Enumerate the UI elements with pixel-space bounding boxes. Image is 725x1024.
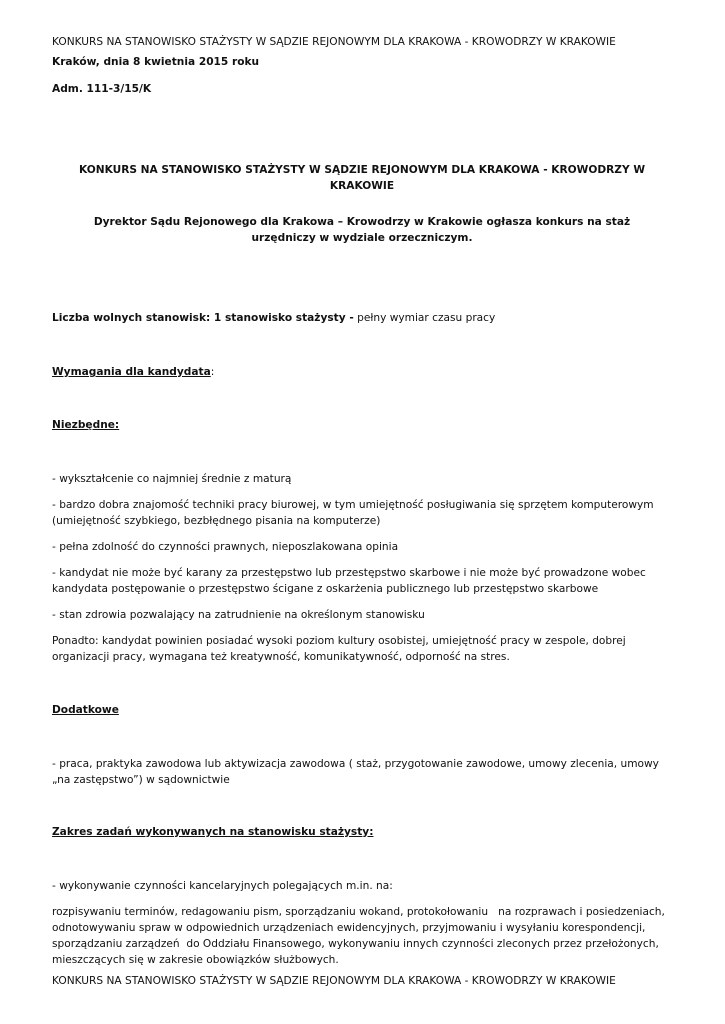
essential-item: - pełna zdolność do czynności prawnych, nieposzlakowana opinia bbox=[52, 541, 399, 553]
reference-number: Adm. 111-3/15/K bbox=[52, 83, 152, 95]
document-title: KONKURS NA STANOWISKO STAŻYSTY W SĄDZIE REJONOWYM DLA KRAKOWA - KROWODRZY W KRAKOWIE bbox=[78, 164, 646, 192]
duties-heading: Zakres zadań wykonywanych na stanowisku stażysty: bbox=[52, 826, 374, 838]
running-header: KONKURS NA STANOWISKO STAŻYSTY W SĄDZIE REJONOWYM DLA KRAKOWA - KROWODRZY W KRAKOWIE bbox=[52, 36, 616, 48]
essential-item: - kandydat nie może być karany za przestępstwo lub przestępstwo skarbowe i nie może być prowadzone wobec kandydata postępowanie o przestępstwo ścigane z oskarżenia publicznego lub przestępstwo skarbowe bbox=[52, 567, 646, 595]
essential-heading: Niezbędne: bbox=[52, 419, 120, 431]
essential-item: - stan zdrowia pozwalający na zatrudnienie na określonym stanowisku bbox=[52, 609, 425, 621]
extra-heading: Dodatkowe bbox=[52, 704, 119, 716]
positions-label: Liczba wolnych stanowisk: 1 stanowisko stażysty - bbox=[52, 312, 354, 324]
running-footer: KONKURS NA STANOWISKO STAŻYSTY W SĄDZIE REJONOWYM DLA KRAKOWA - KROWODRZY W KRAKOWIE bbox=[52, 975, 616, 987]
place-date: Kraków, dnia 8 kwietnia 2015 roku bbox=[52, 56, 260, 68]
additional-note: Ponadto: kandydat powinien posiadać wysoki poziom kultury osobistej, umiejętność pracy w zespole, dobrej organizacji pracy, wymagana też kreatywność, komunikatywność, odporność na stres. bbox=[52, 635, 626, 663]
duties-intro: - wykonywanie czynności kancelaryjnych polegających m.in. na: bbox=[52, 880, 393, 892]
positions-line bbox=[52, 310, 682, 326]
requirements-heading-colon: : bbox=[210, 366, 215, 378]
extra-item: - praca, praktyka zawodowa lub aktywizacja zawodowa ( staż, przygotowanie zawodowe, umowy zlecenia, umowy „na zastępstwo”) w sądownictwie bbox=[52, 758, 659, 786]
requirements-heading bbox=[52, 364, 682, 380]
duties-details: rozpisywaniu terminów, redagowaniu pism, sporządzaniu wokand, protokołowaniu na rozprawach i posiedzeniach, odnotowywaniu spraw w odpowiednich urządzeniach ewidencyjnych, przyjmowaniu i wysyłaniu korespondencji, sporządzaniu zarządzeń do Oddziału Finansowego, wykonywaniu innych czynności zleconych przez przełożonych, mieszczących się w zakresie obowiązków służbowych. bbox=[52, 906, 669, 966]
essential-item: - bardzo dobra znajomość techniki pracy biurowej, w tym umiejętność posługiwania się sprzętem komputerowym (umiejętność szybkiego, bezbłędnego pisania na komputerze) bbox=[52, 499, 654, 527]
requirements-heading-text: Wymagania dla kandydata bbox=[52, 366, 211, 378]
announcement: Dyrektor Sądu Rejonowego dla Krakowa – Krowodrzy w Krakowie ogłasza konkurs na staż urzędniczy w wydziale orzeczniczym. bbox=[93, 216, 631, 244]
positions-value: pełny wymiar czasu pracy bbox=[353, 312, 496, 324]
essential-item: - wykształcenie co najmniej średnie z maturą bbox=[52, 473, 292, 485]
